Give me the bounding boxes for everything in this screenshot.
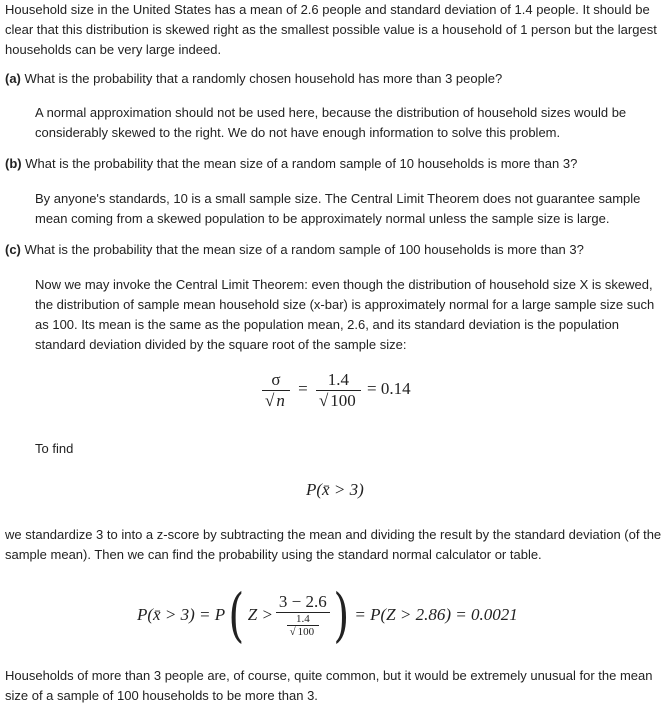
equation-z-score	[137, 581, 518, 649]
probability-expression: P(x̄ > 3)	[306, 480, 364, 499]
sigma-symbol: σ	[271, 370, 281, 389]
equals-sign: =	[298, 379, 308, 399]
question-a-label: (a)	[5, 71, 21, 86]
std-error-result: = 0.14	[367, 379, 411, 399]
z-numerator: 3 − 2.6	[278, 591, 327, 611]
conclusion-paragraph: Households of more than 3 people are, of course, quite common, but it would be extremely unusual for the mean size of a sample of 100 households to be more than 3.	[5, 668, 653, 703]
question-b	[5, 154, 665, 174]
answer-c: Now we may invoke the Central Limit Theorem: even though the distribution of household size X is skewed, the distribution of sample mean household size (x-bar) is approximately normal for a large sample size such as 100. Its mean is the same as the population mean, 2.6, and its standard deviation is the population standard deviation divided by the square root of the sample size:	[35, 277, 655, 352]
sigma-over-root-n: $\frac{\sigma}{√ n}$	[262, 370, 290, 411]
question-c-text: What is the probability that the mean size of a random sample of 100 households is more than 3?	[24, 242, 584, 257]
question-c	[5, 240, 665, 260]
answer-a: A normal approximation should not be used here, because the distribution of household sizes would be considerably skewed to the right. We do not have enough information to solve this problem.	[35, 105, 627, 140]
z-inequality: Z >	[247, 605, 273, 624]
value-fraction: $\frac{1.4}{√ 100}$	[316, 370, 361, 411]
z-lhs: P(x̄ > 3) = P	[137, 605, 226, 624]
question-b-label: (b)	[5, 156, 22, 171]
to-find-label: To find	[35, 441, 74, 456]
standardize-paragraph: we standardize 3 to into a z-score by subtracting the mean and dividing the result by the standard deviation (of the sample mean). Then we can find the probability using the standard normal calculator or table.	[5, 527, 662, 562]
question-a	[5, 69, 665, 89]
intro-paragraph: Household size in the United States has a mean of 2.6 people and standard deviation of 1.4 people. It should be clear that this distribution is skewed right as the smallest possible value is a household of 1 person but the largest households can be very large indeed.	[5, 2, 657, 57]
question-c-label: (c)	[5, 242, 21, 257]
sigma-value: 1.4	[327, 370, 349, 389]
left-paren: (	[228, 581, 245, 649]
inner-sigma: 1.4	[295, 612, 310, 625]
z-denominator-fraction: $\frac{1.4}{√ 100}$	[287, 613, 320, 639]
inner-n: 100	[297, 625, 315, 638]
question-b-text: What is the probability that the mean size of a random sample of 10 households is more than 3?	[25, 156, 578, 171]
sample-size-value: 100	[330, 391, 356, 410]
z-rhs: = P(Z > 2.86) = 0.0021	[354, 605, 518, 624]
answer-b: By anyone's standards, 10 is a small sample size. The Central Limit Theorem does not guarantee sample mean coming from a skewed population to be approximately normal unless the sample size is large.	[35, 191, 641, 226]
n-symbol: n	[276, 391, 285, 410]
question-a-text: What is the probability that a randomly chosen household has more than 3 people?	[24, 71, 503, 86]
right-paren: )	[333, 581, 350, 649]
z-fraction	[276, 592, 330, 639]
equation-std-error	[262, 370, 411, 411]
